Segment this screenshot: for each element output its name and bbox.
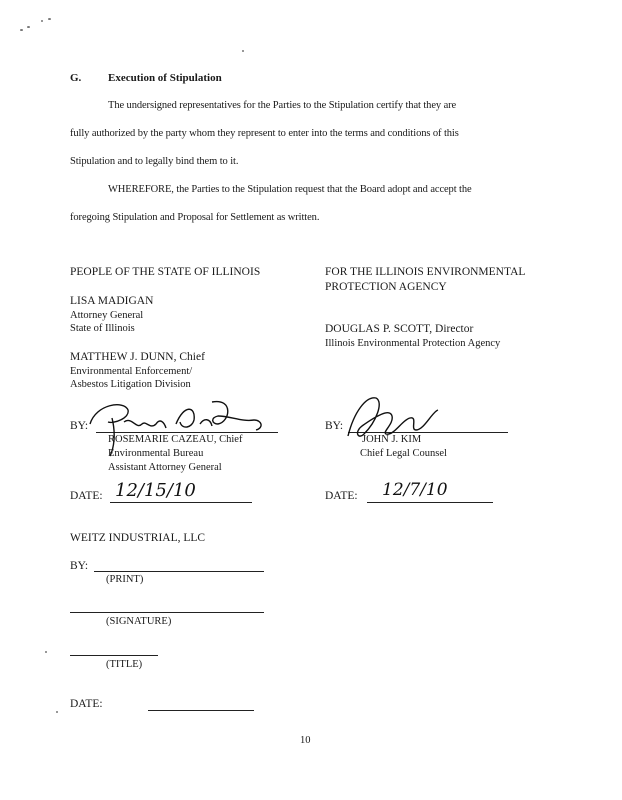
date-label: DATE: [325,490,358,502]
right-date-handwritten: 12/7/10 [382,480,448,500]
scan-speck [20,29,23,31]
date-label: DATE: [70,490,103,502]
scan-speck [48,18,51,20]
date-line [110,502,252,503]
print-line [94,571,264,572]
signature-label: (SIGNATURE) [106,616,172,627]
signature-line [70,612,264,613]
by-label: BY: [70,560,89,572]
scan-speck [45,651,47,653]
print-label: (PRINT) [106,574,144,585]
right-party-header: FOR THE ILLINOIS ENVIRONMENTAL [325,266,526,278]
right-party-header: PROTECTION AGENCY [325,281,447,293]
date-line [367,502,493,503]
title-label: (TITLE) [106,659,143,670]
official-state: State of Illinois [70,323,135,334]
section-title: Execution of Stipulation [108,72,222,84]
right-signer-title: Chief Legal Counsel [360,448,447,459]
section-letter: G. [70,72,82,84]
scan-speck [242,50,244,52]
official-title: Attorney General [70,310,144,321]
director-title: Illinois Environmental Protection Agency [325,338,501,349]
left-date-handwritten: 12/15/10 [115,480,196,501]
right-signer-name: JOHN J. KIM [362,434,422,445]
paragraph-line: foregoing Stipulation and Proposal for Settlement as written. [70,212,320,223]
paragraph-line: The undersigned representatives for the Parties to the Stipulation certify that they are [108,100,457,111]
left-signer-name: ROSEMARIE CAZEAU, Chief [108,434,243,445]
division-line: Environmental Enforcement/ [70,366,193,377]
company-name: WEITZ INDUSTRIAL, LLC [70,532,206,544]
date-label: DATE: [70,698,103,710]
division-chief: MATTHEW J. DUNN, Chief [70,351,205,363]
scan-speck [56,711,58,713]
paragraph-line: WHEREFORE, the Parties to the Stipulation request that the Board adopt and accept the [108,184,472,195]
scan-speck [41,20,43,22]
paragraph-line: Stipulation and to legally bind them to it. [70,156,239,167]
official-name: LISA MADIGAN [70,295,154,307]
director-name: DOUGLAS P. SCOTT, Director [325,323,474,335]
division-line: Asbestos Litigation Division [70,379,191,390]
left-signer-title: Assistant Attorney General [108,462,222,473]
left-party-header: PEOPLE OF THE STATE OF ILLINOIS [70,266,261,278]
date-line [148,710,254,711]
title-line [70,655,158,656]
by-label: BY: [325,420,344,432]
left-signer-title: Environmental Bureau [108,448,204,459]
by-label: BY: [70,420,89,432]
paragraph-line: fully authorized by the party whom they represent to enter into the terms and conditions of this [70,128,459,139]
scan-speck [27,26,30,28]
page-number: 10 [300,735,311,746]
